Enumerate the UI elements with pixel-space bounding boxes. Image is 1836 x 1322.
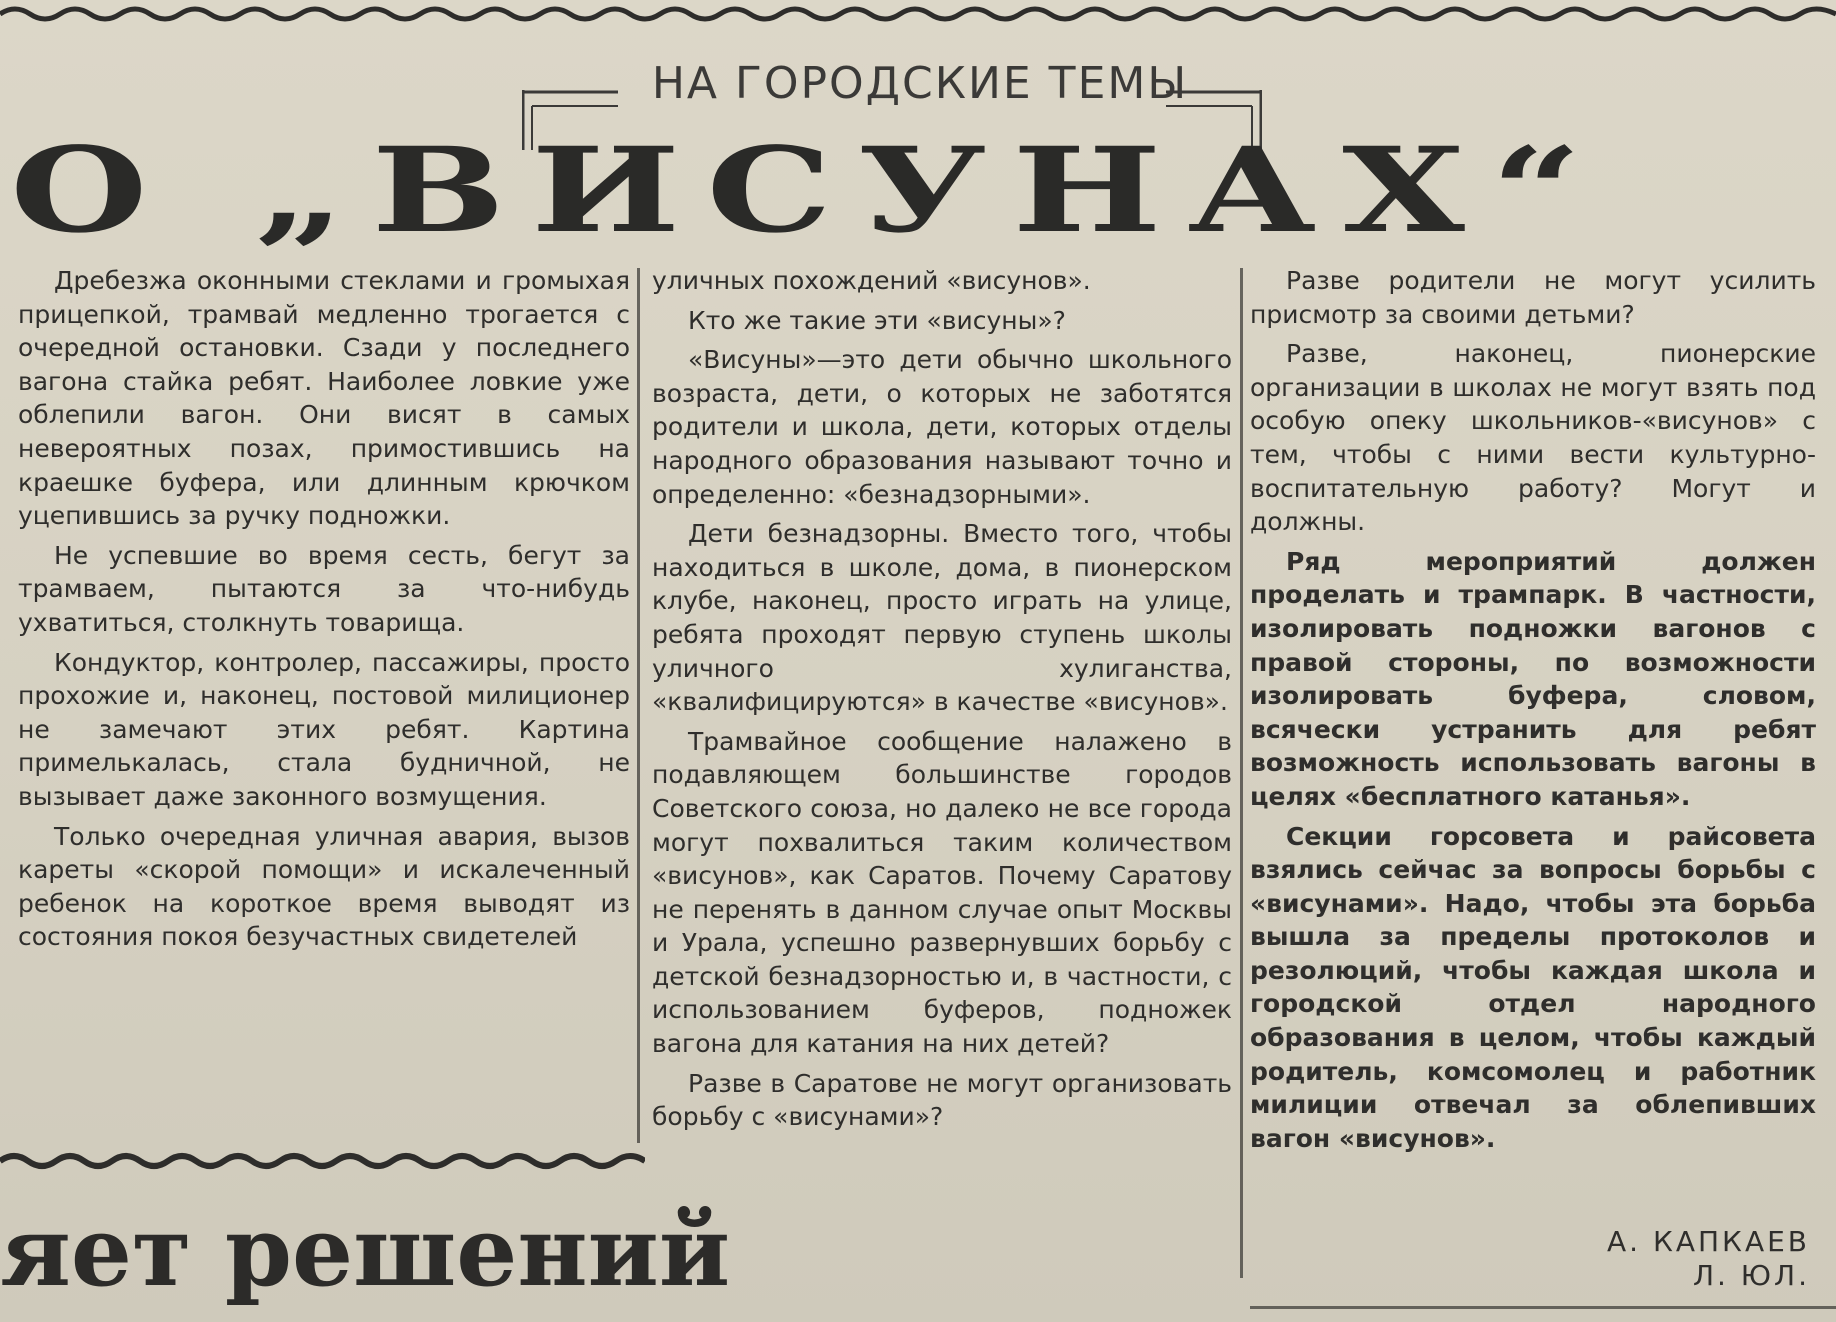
article-column-3 [1250, 264, 1816, 1161]
paragraph: Ряд мероприятий должен проделать и трампарк. В частности, изолировать подножки вагонов с правой стороны, по возможности изолировать буфера, словом, всячески устранить для ребят возможность использовать вагоны в целях «бесплатного катанья». [1250, 546, 1816, 811]
rubric-title: НА ГОРОДСКИЕ ТЕМЫ [651, 58, 1189, 109]
paragraph: Не успевшие во время сесть, бегут за трамваем, пытаются за что-нибудь ухватиться, столкнуть товарища. [18, 540, 630, 637]
paragraph: Разве, наконец, пионерские организации в школах не могут взять под особую опеку школьников-«висунов» с тем, чтобы с ними вести культурно-воспитательную работу? Могут и должны. [1250, 339, 1816, 537]
article-column-2 [652, 264, 1232, 1140]
author-name-1: А. КАПКАЕВ [1607, 1225, 1810, 1258]
bottom-rule [1250, 1306, 1836, 1309]
paragraph: Кондуктор, контролер, пассажиры, просто прохожие и, наконец, постовой милиционер не замечают этих ребят. Картина примелькалась, стала будничной, не вызывает даже законного возмущения. [18, 647, 630, 811]
top-wavy-rule [0, 0, 1836, 26]
article-headline: О „ВИСУНАХ“ [10, 122, 1608, 260]
column-rule [1240, 268, 1243, 1278]
paragraph: Дети безнадзорны. Вместо того, чтобы находиться в школе, дома, в пионерском клубе, наконец, просто играть на улице, ребята проходят первую ступень школы уличного хулиганства, «квалифицируются» в качестве «висунов». [652, 519, 1232, 717]
paragraph: Разве в Саратове не могут организовать борьбу с «висунами»? [652, 1068, 1232, 1132]
paragraph: «Висуны»—это дети обычно школьного возраста, дети, о которых не заботятся родители и школа, дети, которых отделы народного образования называют точно и определенно: «безнадзорными». [652, 345, 1232, 509]
article-column-1 [18, 264, 630, 960]
paragraph: Дребезжа оконными стеклами и громыхая прицепкой, трамвай медленно трогается с очередной остановки. Сзади у последнего вагона стайка ребят. Наиболее ловкие уже облепили вагон. Они висят в самых невероятных позах, примостившись на краешке буфера, или длинным крючком уцепившись за ручку подножки. [18, 266, 630, 531]
paragraph: Секции горсовета и райсовета взялись сейчас за вопросы борьбы с «висунами». Надо, чтобы эта борьба вышла за пределы протоколов и резолюций, чтобы каждая школа и городской отдел народного образования в целом, чтобы каждый родитель, комсомолец и работник милиции отвечал за облепивших вагон «висунов». [1250, 821, 1816, 1153]
author-signature [1560, 1225, 1810, 1293]
adjacent-article-headline: яет решений [0, 1195, 731, 1308]
bottom-wavy-rule [0, 1148, 645, 1174]
paragraph: Трамвайное сообщение налажено в подавляющем большинстве городов Советского союза, но далеко не все города могут похвалиться таким количеством «висунов», как Саратов. Почему Саратову не перенять в данном случае опыт Москвы и Урала, успешно развернувших борьбу с детской безнадзорностью и, в частности, с использованием буферов, подножек вагона для катания на них детей? [652, 726, 1232, 1059]
author-name-2: Л. ЮЛ. [1692, 1259, 1810, 1292]
column-rule [637, 268, 640, 1143]
paragraph: Только очередная уличная авария, вызов кареты «скорой помощи» и искалеченный ребенок на короткое время выводят из состояния покоя безучастных свидетелей [18, 821, 630, 952]
paragraph: уличных похождений «висунов». [652, 266, 1091, 295]
paragraph: Кто же такие эти «висуны»? [688, 305, 1066, 335]
paragraph: Разве родители не могут усилить присмотр за своими детьми? [1250, 266, 1816, 329]
